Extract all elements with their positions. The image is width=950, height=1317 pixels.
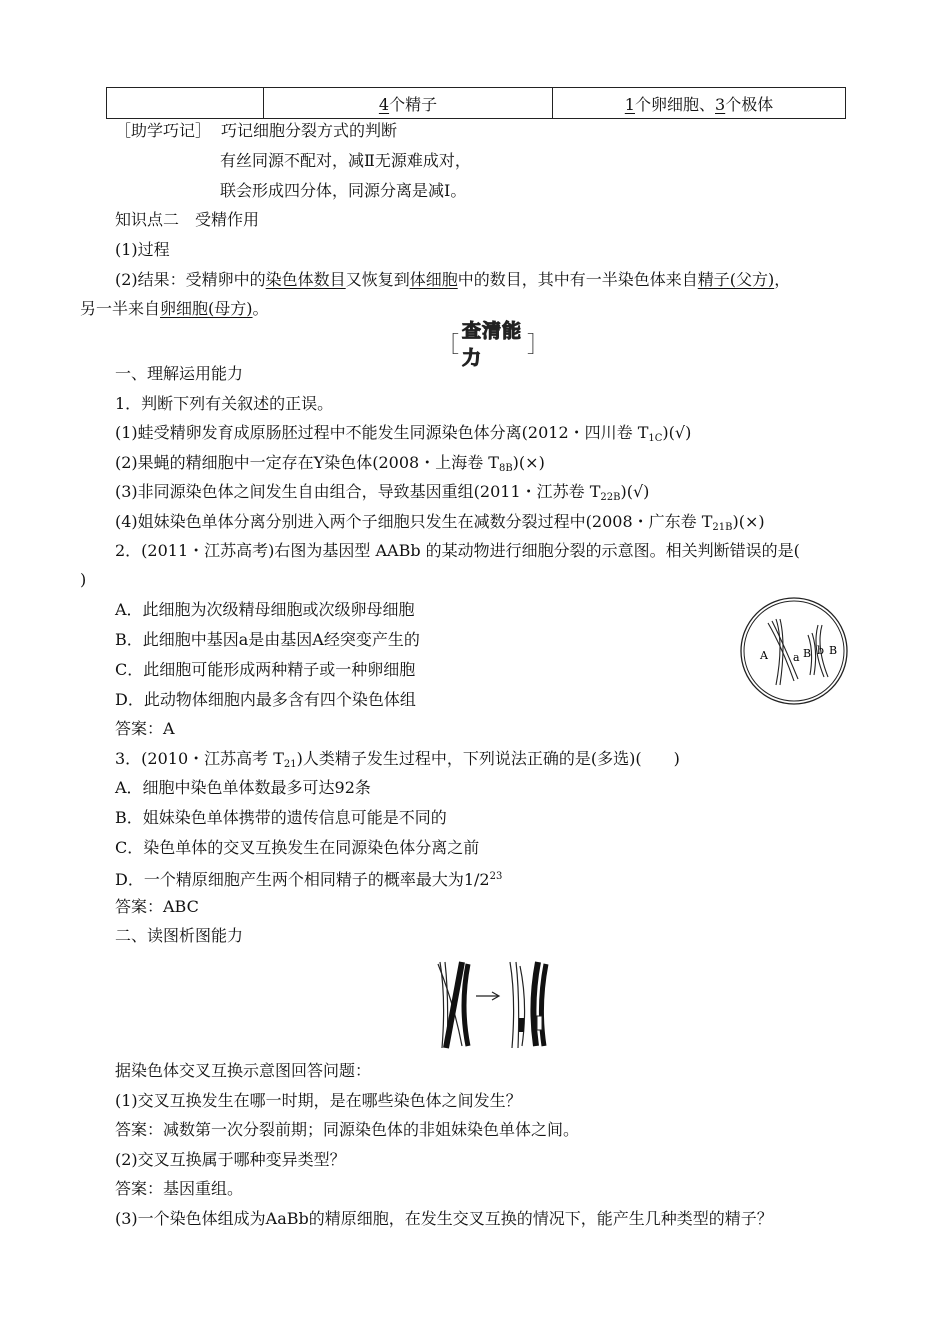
heading-bracket-left: ［ [437,332,460,358]
underline-egg-mother: 卵细胞(母方) [160,299,253,318]
text: ， [774,270,791,289]
figure-label-A: A [760,649,768,662]
q1-stem: 1．判断下列有关叙述的正误。 [115,394,334,413]
heading-text: 查清能力 [462,320,523,369]
mnemonic-line-2: 联会形成四分体，同源分离是减Ⅰ。 [220,181,467,200]
q2-stem-cont: ) [80,570,87,589]
table-cell-sperm [264,88,553,119]
text: D．一个精原细胞产生两个相同精子的概率最大为1/2 [115,870,490,889]
part2-a2: 答案：基因重组。 [115,1179,244,1198]
text: )(×) [732,512,765,531]
q1-statement-2 [115,453,545,479]
table-cell-egg [553,88,846,119]
subscript: 22B [600,492,621,503]
kp2-item-2 [115,270,790,290]
q2-option-a: A．此细胞为次级精母细胞或次级卵母细胞 [115,600,415,619]
q3-stem [115,749,680,775]
part2-a1: 答案：减数第一次分裂前期；同源染色体的非姐妹染色单体之间。 [115,1120,580,1139]
underline-somatic-cell: 体细胞 [409,270,458,289]
heading-bracket-right: ］ [526,332,549,358]
underline-chromosome-number: 染色体数目 [265,270,346,289]
text: 另一半来自 [80,299,161,318]
subscript: 8B [498,463,513,474]
q3-option-c: C．染色单体的交叉互换发生在同源染色体分离之前 [115,838,480,857]
text: 中的数目，其中有一半染色体来自 [457,270,698,289]
gamete-table-row [106,87,846,119]
figure-label-b: b [817,644,825,657]
text: (2)果蝇的精细胞中一定存在Y染色体(2008・上海卷 T [115,453,499,472]
figure-label-B: B [803,647,812,660]
mnemonic-header [115,121,397,141]
text: (1)蛙受精卵发育成原肠胚过程中不能发生同源染色体分离(2012・四川卷 T [115,423,649,442]
text: (4)姐妹染色单体分离分别进入两个子细胞只发生在减数分裂过程中(2008・广东卷 T [115,512,713,531]
egg-count: 1 [624,94,635,114]
text: )(√) [620,482,650,501]
figure-label-a: a [793,651,800,664]
text: )人类精子发生过程中，下列说法正确的是(多选)( ) [296,749,680,768]
text: )(√) [662,423,692,442]
egg-text: 个卵细胞、 [634,94,715,114]
text: 。 [252,299,269,318]
polar-text: 个极体 [725,94,774,114]
mnemonic-tag: ［助学巧记］ [115,121,212,140]
kp2-title: 知识点二 受精作用 [115,210,260,229]
underline-sperm-father: 精子(父方) [697,270,775,289]
polar-count: 3 [715,94,726,114]
q3-answer: 答案：ABC [115,897,199,916]
text: (2)结果：受精卵中的 [115,270,266,289]
part1-title: 一、理解运用能力 [115,364,244,383]
part2-title: 二、读图析图能力 [115,926,244,945]
cell-division-figure [738,595,850,707]
q1-statement-3 [115,482,649,508]
text: 又恢复到 [345,270,410,289]
q3-option-a: A．细胞中染色单体数最多可达92条 [115,778,371,797]
kp2-item-1: (1)过程 [115,240,170,259]
subscript: 21B [712,522,733,533]
q2-stem: 2．(2011・江苏高考)右图为基因型 AABb 的某动物进行细胞分裂的示意图。相关判断错误的是( [115,541,800,560]
sperm-text: 个精子 [389,94,438,114]
q2-answer: 答案：A [115,719,175,738]
q2-option-d: D．此动物体细胞内最多含有四个染色体组 [115,690,416,709]
sperm-count: 4 [378,94,390,114]
kp2-item-2-cont [80,299,269,319]
table-cell-empty [107,88,264,119]
mnemonic-title: 巧记细胞分裂方式的判断 [221,121,398,140]
q2-option-c: C．此细胞可能形成两种精子或一种卵细胞 [115,660,416,679]
part2-q2: (2)交叉互换属于哪种变异类型？ [115,1150,346,1169]
section-heading [437,320,549,369]
part2-q1: (1)交叉互换发生在哪一时期，是在哪些染色体之间发生？ [115,1091,522,1110]
q1-statement-1 [115,423,691,449]
crossing-over-figure [432,958,560,1052]
subscript: 21 [283,759,297,770]
figure-label-B2: B [829,644,838,657]
mnemonic-line-1: 有丝同源不配对，减Ⅱ无源难成对， [220,151,471,170]
part2-q3: (3)一个染色体组成为AaBb的精原细胞，在发生交叉互换的情况下，能产生几种类型的精子？ [115,1209,773,1228]
text: 3．(2010・江苏高考 T [115,749,284,768]
q2-option-b: B．此细胞中基因a是由基因A经突变产生的 [115,630,420,649]
text: )(×) [512,453,545,472]
superscript: 23 [489,871,503,882]
text: (3)非同源染色体之间发生自由组合，导致基因重组(2011・江苏卷 T [115,482,601,501]
part2-intro: 据染色体交叉互换示意图回答问题： [115,1061,372,1080]
q1-statement-4 [115,512,765,538]
subscript: 1C [648,433,663,444]
q3-option-b: B．姐妹染色单体携带的遗传信息可能是不同的 [115,808,447,827]
q3-option-d [115,867,502,890]
